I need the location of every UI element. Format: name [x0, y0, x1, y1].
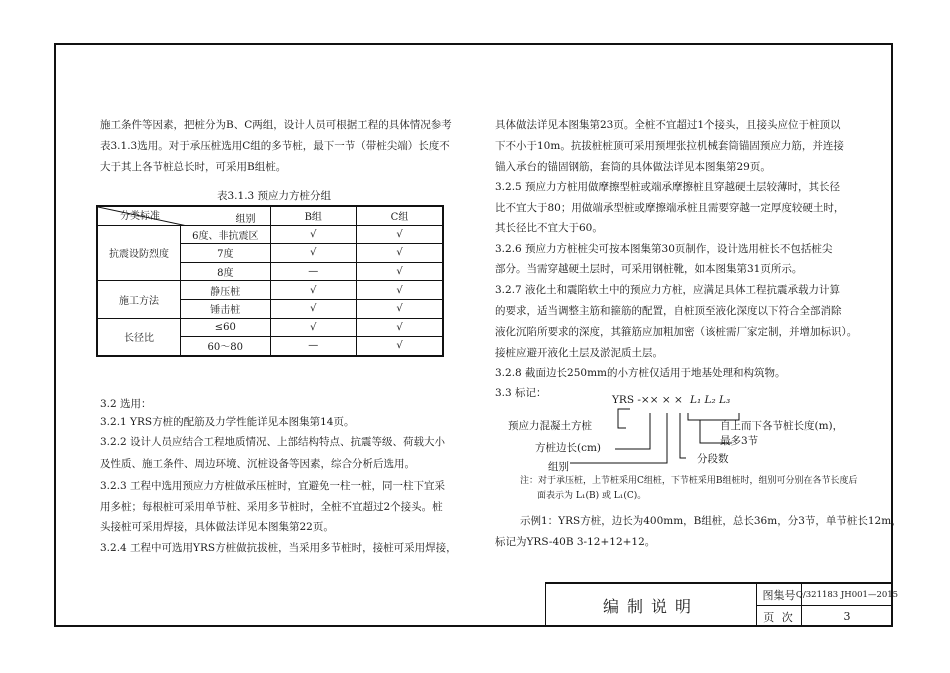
- group-label: 抗震设防烈度: [97, 225, 181, 281]
- row-sub: 7度: [181, 244, 271, 263]
- cell-b: —: [270, 262, 356, 281]
- right-line: 锚入承台的锚固钢筋，套筒的具体做法详见本图集第29页。: [495, 161, 771, 173]
- right-line: 液化沉陷所要求的深度，其箍筋应加粗加密（该桩需厂家定制，并增加标识）。: [495, 326, 858, 338]
- title-block: [545, 582, 899, 627]
- section-line: 3.2.1 YRS方桩的配筋及力学性能详见本图集第14页。: [100, 416, 355, 428]
- right-line: 3.2.8 截面边长250mm的小方桩仅适用于地基处理和构筑物。: [495, 367, 786, 379]
- right-line: 3.2.7 液化土和震陷软土中的预应力方桩，应满足具体工程抗震承载力计算: [495, 284, 841, 296]
- section-line: 3.2.4 工程中可选用YRS方桩做抗拔桩，当采用多节桩时，接桩可采用焊接，: [100, 542, 457, 554]
- note-line-2: 面表示为 L₁(B) 或 L₁(C)。: [537, 491, 647, 501]
- table-caption: 表3.1.3 预应力方桩分组: [217, 190, 332, 202]
- section-3-2: 3.2 选用：: [100, 398, 152, 410]
- cell-b: √: [270, 318, 356, 337]
- right-line: 3.2.6 预应力方桩桩尖可按本图集第30页制作，设计选用桩长不包括桩尖: [495, 243, 833, 255]
- group-label: 施工方法: [97, 281, 181, 318]
- page-label: 页 次: [757, 606, 802, 627]
- intro-line-3: 大于其上各节桩总长时，可采用B组桩。: [100, 161, 287, 173]
- right-line: 3.3 标记：: [495, 387, 547, 399]
- cell-b: —: [270, 337, 356, 356]
- right-line: 下不小于10m。抗拔桩桩顶可采用预埋张拉机械套筒锚固预应力筋，并连接: [495, 140, 844, 152]
- row-sub: 锤击桩: [181, 299, 271, 318]
- marking-code: YRS -×× × ×: [612, 394, 683, 406]
- right-line: 具体做法详见本图集第23页。全桩不宜超过1个接头，且接头应位于桩顶以: [495, 119, 841, 131]
- marking-label-group: 组别: [548, 461, 569, 473]
- right-line: 的要求，适当调整主筋和箍筋的配置，自桩顶至液化深度以下符合全部消除: [495, 305, 842, 317]
- intro-line-2: 表3.1.3选用。对于承压桩选用C组的多节桩，最下一节（带桩尖端）长度不: [100, 140, 450, 152]
- section-line: 3.2.3 工程中选用预应力方桩做承压桩时，宜避免一柱一桩，同一柱下宜采: [100, 480, 446, 492]
- cell-c: √: [357, 281, 444, 300]
- marking-label-max: 最多3节: [720, 435, 759, 447]
- intro-line-1: 施工条件等因素，把桩分为B、C两组，设计人员可根据工程的具体情况参考: [100, 119, 452, 131]
- row-sub: 60～80: [181, 337, 271, 356]
- header-b: B组: [270, 206, 356, 225]
- example-line-1: 示例1：YRS方桩，边长为400mm，B组桩，总长36m，分3节，单节桩长12m，: [520, 515, 902, 527]
- right-line: 比不宜大于80；用做端承型桩或摩擦端承桩且需要穿越一定厚度较硬土时，: [495, 202, 845, 214]
- table-header-diagonal: [97, 206, 270, 225]
- cell-b: √: [270, 281, 356, 300]
- section-line: 3.2.2 设计人员应结合工程地质情况、上部结构特点、抗震等级、荷载大小: [100, 436, 446, 448]
- atlas-label: 图集号: [757, 584, 802, 606]
- example-line-2: 标记为YRS-40B 3-12+12+12。: [495, 536, 656, 548]
- cell-c: √: [357, 337, 444, 356]
- right-line: 其长径比不宜大于60。: [495, 222, 603, 234]
- page-value: 3: [843, 610, 851, 623]
- cell-b: √: [270, 299, 356, 318]
- row-sub: ≤60: [181, 318, 271, 337]
- header-c: C组: [357, 206, 444, 225]
- cell-c: √: [357, 262, 444, 281]
- cell-c: √: [357, 318, 444, 337]
- marking-lengths: L₁ L₂ L₃: [690, 394, 731, 406]
- cell-c: √: [357, 244, 444, 263]
- title-block-title: 编制说明: [546, 584, 757, 627]
- marking-label-type: 预应力混凝土方桩: [508, 420, 592, 432]
- row-sub: 静压桩: [181, 281, 271, 300]
- header-group: 组别: [235, 214, 256, 225]
- cell-c: √: [357, 299, 444, 318]
- right-line: 3.2.5 预应力方桩用做摩擦型桩或端承摩擦桩且穿越硬土层较薄时，其长径: [495, 181, 841, 193]
- group-label: 长径比: [97, 318, 181, 356]
- right-line: 接桩应避开液化土层及淤泥质土层。: [495, 347, 663, 359]
- section-line: 用多桩；每根桩可采用单节桩、采用多节桩时，全桩不宜超过2个接头。桩: [100, 501, 443, 513]
- atlas-value: Q/321183 JH001—2015: [802, 584, 892, 606]
- row-sub: 8度: [181, 262, 271, 281]
- cell-c: √: [357, 225, 444, 244]
- pile-group-table: [96, 205, 444, 357]
- cell-b: √: [270, 244, 356, 263]
- marking-label-segments: 分段数: [697, 453, 729, 465]
- marking-label-side: 方桩边长(cm): [535, 442, 602, 454]
- row-sub: 6度、非抗震区: [181, 225, 271, 244]
- section-line: 头接桩可采用焊接，具体做法详见本图集第22页。: [100, 521, 334, 533]
- note-line-1: 注：对于承压桩，上节桩采用C组桩，下节桩采用B组桩时，组别可分别在各节长度后: [520, 476, 858, 486]
- right-line: 部分。当需穿越硬土层时，可采用钢桩靴，如本图集第31页所示。: [495, 263, 803, 275]
- section-line: 及性质、施工条件、周边环境、沉桩设备等因素，综合分析后选用。: [100, 458, 415, 470]
- cell-b: √: [270, 225, 356, 244]
- marking-label-lengths: 自上而下各节桩长度(m)，: [720, 420, 844, 432]
- header-criteria: 分类标准: [120, 210, 160, 222]
